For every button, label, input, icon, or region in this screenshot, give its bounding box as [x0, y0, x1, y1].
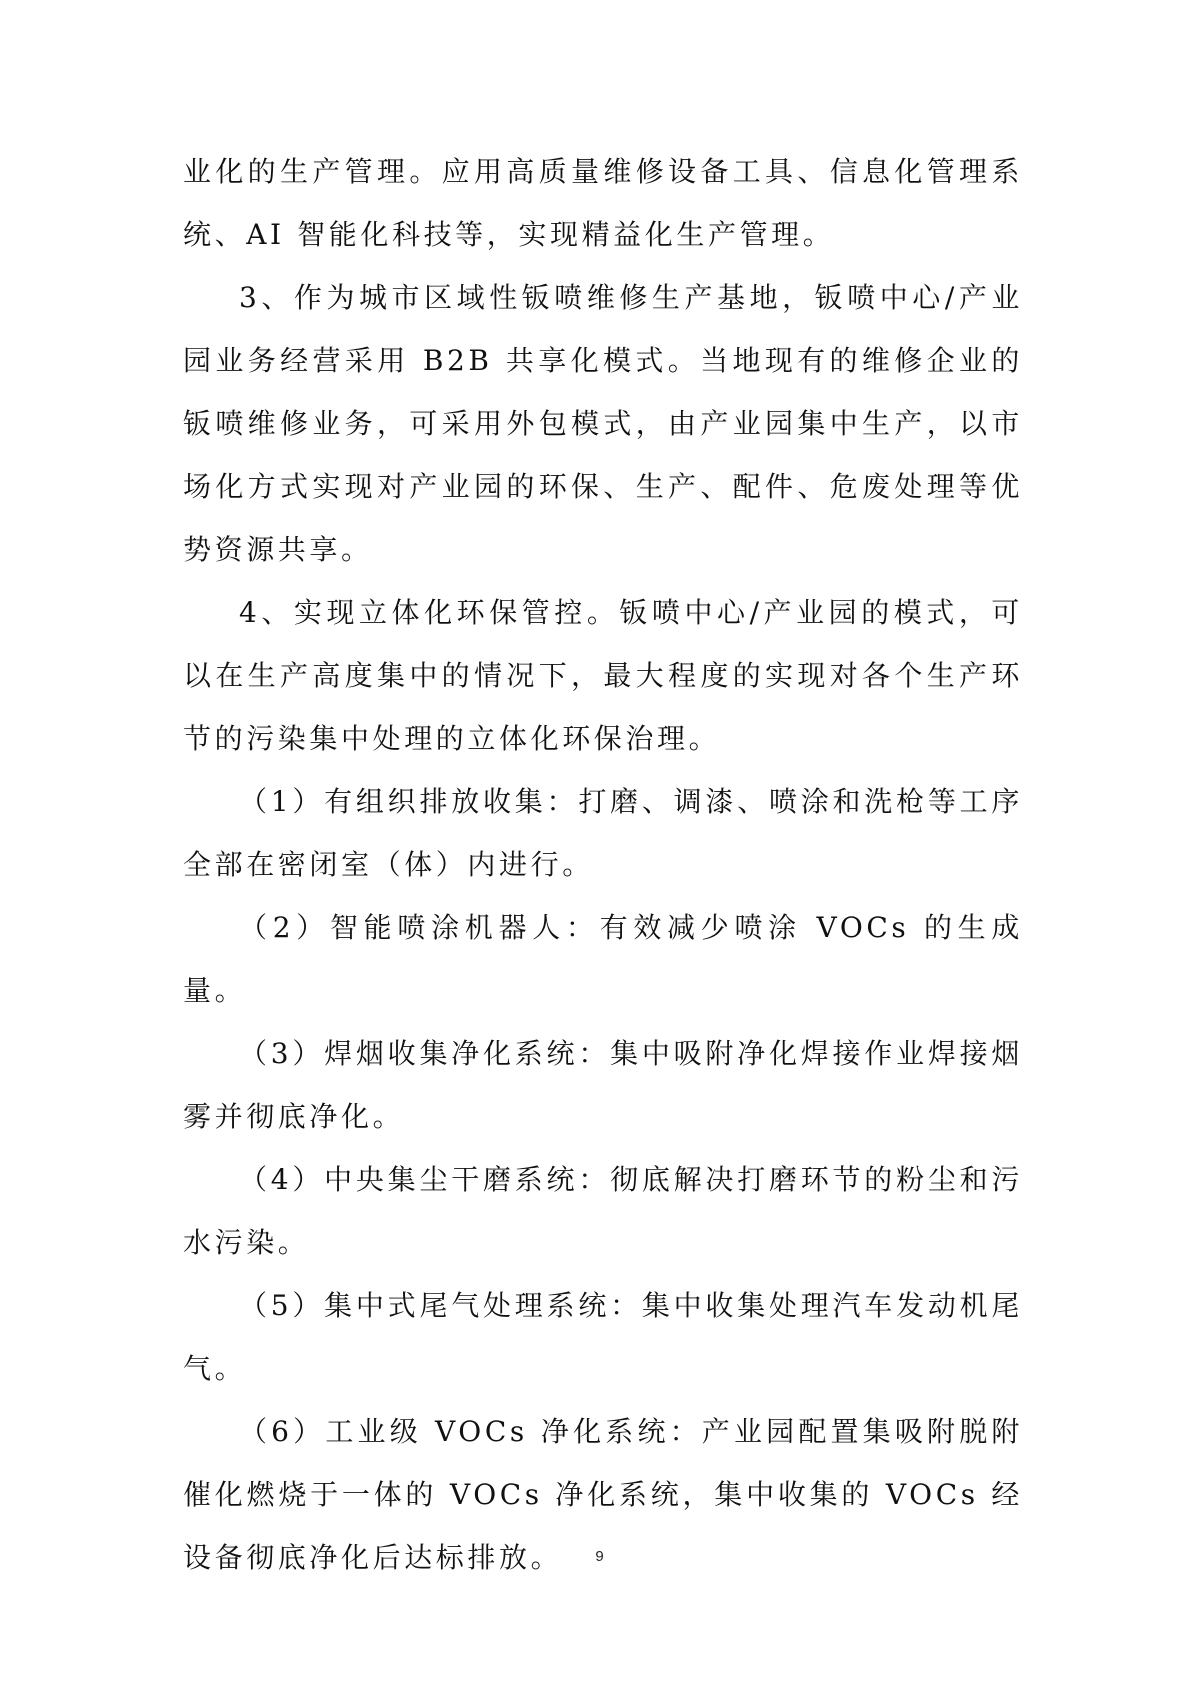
sub-item-5: （5）集中式尾气处理系统：集中收集处理汽车发动机尾气。 — [183, 1289, 1023, 1385]
sub-item-4: （4）中央集尘干磨系统：彻底解决打磨环节的粉尘和污水污染。 — [183, 1163, 1023, 1259]
paragraph-item-4: 4、实现立体化环保管控。钣喷中心/产业园的模式，可以在生产高度集中的情况下，最大程度的实现对各个生产环节的污染集中处理的立体化环保治理。 — [183, 596, 1023, 755]
paragraph-continuation: 业化的生产管理。应用高质量维修设备工具、信息化管理系统、AI 智能化科技等，实现精益化生产管理。 — [183, 155, 1023, 251]
sub-item-6: （6）工业级 VOCs 净化系统：产业园配置集吸附脱附催化燃烧于一体的 VOCs 净化系统，集中收集的 VOCs 经设备彻底净化后达标排放。 — [183, 1415, 1023, 1574]
page-number: 9 — [595, 1548, 604, 1565]
sub-item-3: （3）焊烟收集净化系统：集中吸附净化焊接作业焊接烟雾并彻底净化。 — [183, 1037, 1023, 1133]
paragraph-item-3: 3、作为城市区域性钣喷维修生产基地，钣喷中心/产业园业务经营采用 B2B 共享化模式。当地现有的维修企业的钣喷维修业务，可采用外包模式，由产业园集中生产，以市场化方式实现对产业园的环保、生产、配件、危废处理等优势资源共享。 — [183, 281, 1023, 566]
sub-item-2: （2）智能喷涂机器人：有效减少喷涂 VOCs 的生成量。 — [183, 911, 1023, 1007]
sub-item-1: （1）有组织排放收集：打磨、调漆、喷涂和洗枪等工序全部在密闭室（体）内进行。 — [183, 785, 1023, 881]
document-body — [183, 140, 1023, 1589]
